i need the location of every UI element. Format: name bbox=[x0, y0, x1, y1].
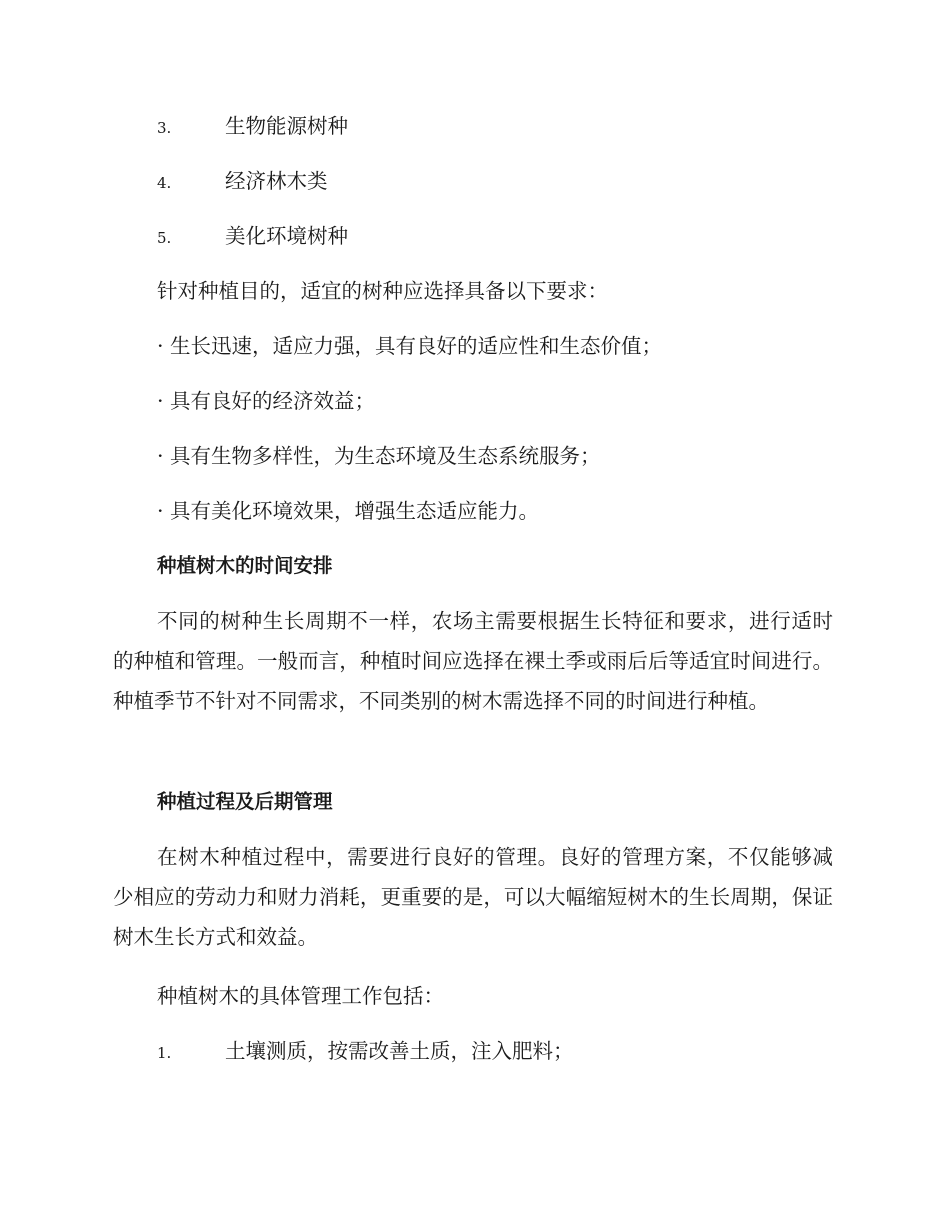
bullet-item: · 具有美化环境效果，增强生态适应能力。 bbox=[157, 499, 540, 523]
list-text: 经济林木类 bbox=[225, 169, 328, 193]
requirements-intro: 针对种植目的，适宜的树种应选择具备以下要求： bbox=[157, 279, 608, 303]
bullet-item: · 生长迅速，适应力强，具有良好的适应性和生态价值； bbox=[157, 334, 663, 358]
paragraph-timing: 不同的树种生长周期不一样，农场主需要根据生长特征和要求，进行适时的种植和管理。一般而言，种植时间应选择在裸土季或雨后后等适宜时间进行。种植季节不针对不同需求，不同类别的树木需选择不同的时间进行种植。 bbox=[113, 609, 833, 713]
list-number: 5. bbox=[157, 229, 172, 247]
list-item bbox=[157, 216, 348, 258]
list-item bbox=[157, 106, 348, 148]
list-item bbox=[157, 161, 328, 203]
management-intro: 种植树木的具体管理工作包括： bbox=[157, 984, 444, 1008]
list-item bbox=[157, 1031, 574, 1073]
section-heading-timing: 种植树木的时间安排 bbox=[157, 554, 333, 577]
list-number: 4. bbox=[157, 174, 172, 192]
paragraph-management: 在树木种植过程中，需要进行良好的管理。良好的管理方案，不仅能够减少相应的劳动力和财力消耗，更重要的是，可以大幅缩短树木的生长周期，保证树木生长方式和效益。 bbox=[113, 845, 833, 949]
list-text: 生物能源树种 bbox=[225, 114, 348, 138]
bullet-item: · 具有生物多样性，为生态环境及生态系统服务； bbox=[157, 444, 601, 468]
bullet-item: · 具有良好的经济效益； bbox=[157, 389, 376, 413]
list-number: 1. bbox=[157, 1044, 172, 1062]
list-text: 土壤测质，按需改善土质，注入肥料； bbox=[225, 1039, 574, 1063]
list-text: 美化环境树种 bbox=[225, 224, 348, 248]
section-heading-management: 种植过程及后期管理 bbox=[157, 790, 333, 813]
list-number: 3. bbox=[157, 119, 172, 137]
